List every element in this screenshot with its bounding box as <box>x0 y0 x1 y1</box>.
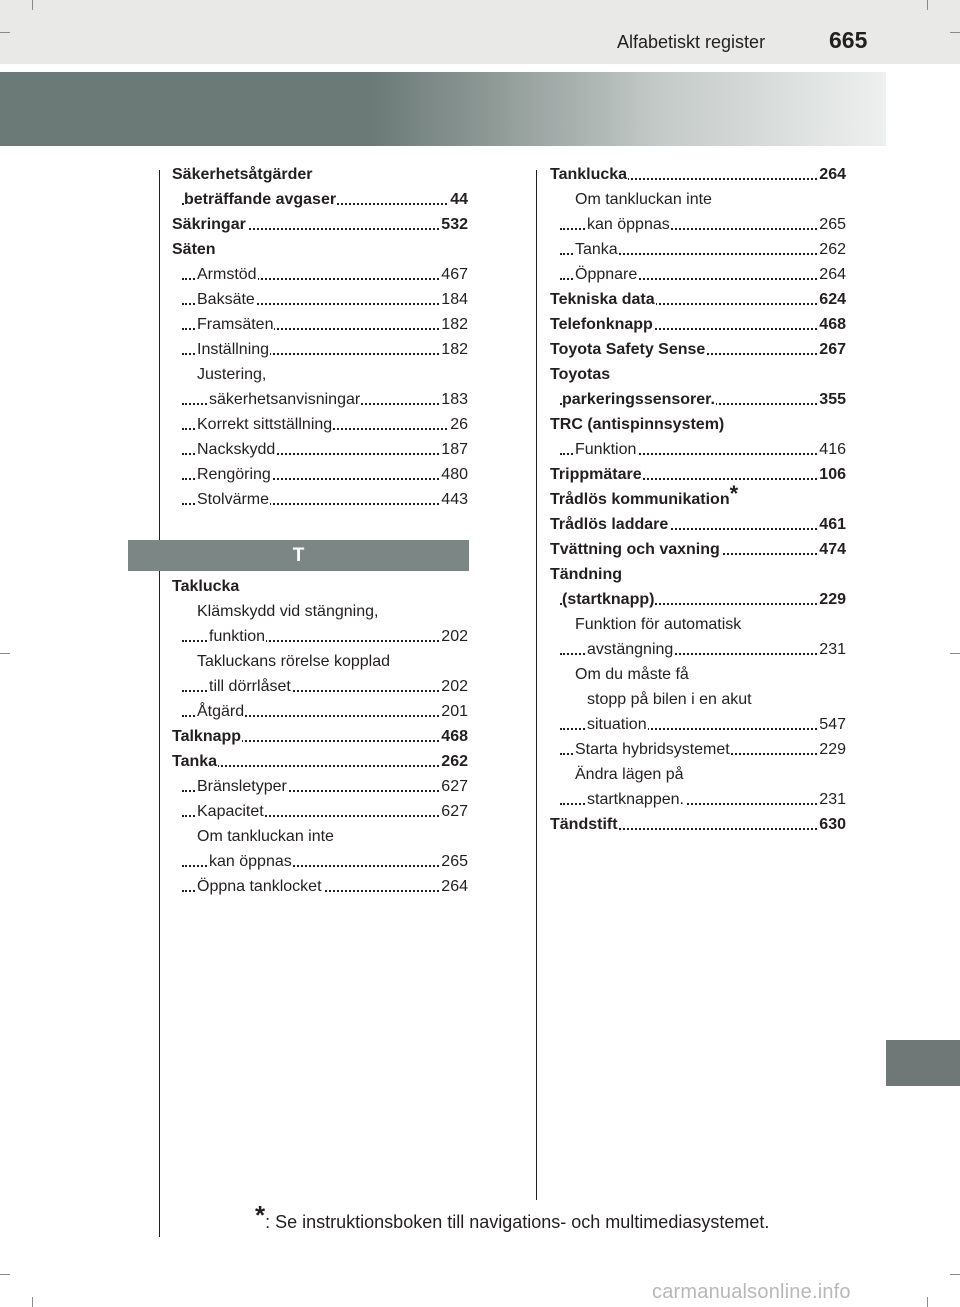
index-entry <box>550 537 846 562</box>
index-entry <box>172 312 468 337</box>
index-entry-page: 474 <box>818 537 846 562</box>
index-entry-page: 264 <box>818 162 846 187</box>
index-entry <box>172 874 468 899</box>
crop-mark <box>950 653 960 654</box>
index-entry <box>172 699 468 724</box>
index-entry <box>550 362 846 387</box>
index-entry <box>172 599 468 624</box>
index-entry-page: 229 <box>818 737 846 762</box>
crop-mark <box>950 32 960 33</box>
index-entry-label: Starta hybridsystemet <box>575 741 730 758</box>
index-entry-page: 416 <box>818 437 846 462</box>
index-entry <box>550 312 846 337</box>
index-entry <box>550 412 846 437</box>
index-entry <box>172 774 468 799</box>
index-entry <box>550 662 846 687</box>
index-entry <box>172 337 468 362</box>
index-entry <box>550 762 846 787</box>
index-entry-label: Säten <box>172 241 216 258</box>
index-entry-label: Bränsletyper <box>197 778 287 795</box>
index-entry-label: Tanka <box>172 753 218 770</box>
index-entry-label: Om tankluckan inte <box>575 191 712 208</box>
index-entry-label: Toyota Safety Sense <box>550 341 706 358</box>
index-entry <box>172 287 468 312</box>
index-entry-page: 267 <box>818 337 846 362</box>
index-entry-label: till dörrlåset <box>209 678 291 695</box>
index-entry <box>172 187 468 212</box>
index-entry <box>172 624 468 649</box>
index-column-left-top <box>172 162 468 512</box>
index-entry-label: Funktion för automatisk <box>575 616 742 633</box>
index-entry <box>172 262 468 287</box>
index-entry <box>172 724 468 749</box>
index-entry-label: Takluckans rörelse kopplad <box>197 653 390 670</box>
index-entry-label: Öppna tanklocket <box>197 878 322 895</box>
index-entry-label: avstängning <box>587 641 674 658</box>
index-entry-label: Trådlös laddare <box>550 516 669 533</box>
index-entry-page: 187 <box>440 437 468 462</box>
index-entry-label: Tanklucka <box>550 166 628 183</box>
index-entry-page: 26 <box>449 412 468 437</box>
index-entry <box>550 712 846 737</box>
index-entry-page: 183 <box>440 387 468 412</box>
index-entry <box>550 387 846 412</box>
crop-mark <box>927 1297 928 1307</box>
index-entry-page: 262 <box>818 237 846 262</box>
index-entry-label: Nackskydd <box>197 441 276 458</box>
index-entry-label: TRC (antispinnsystem) <box>550 416 725 433</box>
index-entry-page: 264 <box>440 874 468 899</box>
left-column-rule <box>159 170 160 1237</box>
header-band <box>0 0 960 64</box>
index-entry-label: Tanka <box>575 241 618 258</box>
index-entry <box>172 162 468 187</box>
index-entry-label: Tvättning och vaxning <box>550 541 720 558</box>
crop-mark <box>32 0 33 10</box>
index-entry-label: Tändning <box>550 566 622 583</box>
index-entry <box>172 437 468 462</box>
index-entry <box>172 824 468 849</box>
index-entry <box>550 462 846 487</box>
index-entry <box>172 574 468 599</box>
index-entry <box>550 562 846 587</box>
index-entry <box>172 237 468 262</box>
index-entry-label: Klämskydd vid stängning, <box>197 603 379 620</box>
index-entry-page: 202 <box>440 624 468 649</box>
index-entry-page: 532 <box>440 212 468 237</box>
index-entry-label: Baksäte <box>197 291 255 308</box>
index-entry <box>550 287 846 312</box>
footnote <box>255 1200 770 1235</box>
index-column-right <box>550 162 846 837</box>
index-entry-page: 627 <box>440 799 468 824</box>
chapter-tab-strip <box>886 1040 960 1086</box>
page-number: 665 <box>829 27 868 53</box>
index-entry-page: 443 <box>440 487 468 512</box>
index-entry-label: situation <box>587 716 647 733</box>
index-entry-page: 262 <box>440 749 468 774</box>
index-entry-label: kan öppnas <box>587 216 670 233</box>
index-entry-label: Säkringar <box>172 216 246 233</box>
index-entry-label: Talknapp <box>172 728 242 745</box>
index-entry-page: 468 <box>440 724 468 749</box>
index-entry-page: 229 <box>818 587 846 612</box>
footnote-star: * <box>255 1200 266 1230</box>
index-entry-label: Funktion <box>575 441 637 458</box>
index-entry-label: Trippmätare <box>550 466 642 483</box>
index-entry-label: Om tankluckan inte <box>197 828 334 845</box>
index-entry-page: 461 <box>818 512 846 537</box>
index-entry-label: startknappen. <box>587 791 684 808</box>
index-entry <box>550 480 846 512</box>
index-entry-page: 182 <box>440 337 468 362</box>
index-entry-page: 106 <box>818 462 846 487</box>
index-entry-label: Telefonknapp <box>550 316 653 333</box>
index-entry <box>550 637 846 662</box>
index-entry <box>172 212 468 237</box>
index-entry-page: 547 <box>818 712 846 737</box>
footnote-text: : Se instruktionsboken till navigations- och multimediasystemet. <box>265 1212 770 1232</box>
index-entry <box>172 487 468 512</box>
index-entry <box>172 749 468 774</box>
index-entry-label: Åtgärd <box>197 703 245 720</box>
index-entry <box>550 187 846 212</box>
crop-mark <box>32 1297 33 1307</box>
index-entry-label: beträffande avgaser <box>184 191 337 208</box>
index-entry-label: kan öppnas <box>209 853 292 870</box>
header-banner <box>0 72 886 146</box>
index-entry-label: Tändstift <box>550 816 618 833</box>
index-entry <box>550 512 846 537</box>
index-entry <box>550 612 846 637</box>
index-entry-page: 201 <box>440 699 468 724</box>
index-entry <box>550 687 846 712</box>
index-entry-page: 44 <box>449 187 468 212</box>
index-entry-page: 182 <box>440 312 468 337</box>
index-entry <box>172 412 468 437</box>
index-entry-page: 265 <box>818 212 846 237</box>
index-entry <box>550 437 846 462</box>
index-entry-label: Ändra lägen på <box>575 766 684 783</box>
index-entry-page: 467 <box>440 262 468 287</box>
index-entry-page: 480 <box>440 462 468 487</box>
index-entry-label: Stolvärme <box>197 491 270 508</box>
page-header-title: Alfabetiskt register <box>617 32 766 52</box>
index-entry-label: Framsäten <box>197 316 274 333</box>
crop-mark <box>0 32 10 33</box>
index-entry-label: funktion <box>209 628 266 645</box>
index-entry-label: Trådlös kommunikation <box>550 491 730 508</box>
index-entry-label: Tekniska data <box>550 291 655 308</box>
index-entry-page: 202 <box>440 674 468 699</box>
index-entry-page: 231 <box>818 787 846 812</box>
index-entry-label: Justering, <box>197 366 267 383</box>
index-entry-label: Taklucka <box>172 578 240 595</box>
index-entry-page: 630 <box>818 812 846 837</box>
index-entry <box>550 212 846 237</box>
index-entry-label: Om du måste få <box>575 666 689 683</box>
index-entry-label: Kapacitet <box>197 803 264 820</box>
index-entry <box>550 737 846 762</box>
index-entry-label: parkeringssensorer. <box>562 391 715 408</box>
index-entry <box>550 262 846 287</box>
index-entry-page: 624 <box>818 287 846 312</box>
index-entry <box>550 587 846 612</box>
index-entry-page: 231 <box>818 637 846 662</box>
index-entry-label: stopp på bilen i en akut <box>587 691 752 708</box>
crop-mark <box>950 1274 960 1275</box>
index-entry <box>550 812 846 837</box>
index-entry-page: 355 <box>818 387 846 412</box>
index-entry-label: (startknapp) <box>562 591 655 608</box>
index-entry-label: Toyotas <box>550 366 611 383</box>
index-entry-page: 184 <box>440 287 468 312</box>
crop-mark <box>927 0 928 10</box>
index-entry <box>550 237 846 262</box>
index-entry-page: 265 <box>440 849 468 874</box>
index-entry-page: 468 <box>818 312 846 337</box>
index-column-left-bottom <box>172 574 468 899</box>
index-entry-label: Öppnare <box>575 266 638 283</box>
index-entry-page: 627 <box>440 774 468 799</box>
middle-column-rule <box>536 170 537 1200</box>
index-entry <box>172 649 468 674</box>
index-entry <box>550 787 846 812</box>
watermark: carmanualsonline.info <box>652 1281 851 1303</box>
index-entry-page: 264 <box>818 262 846 287</box>
index-entry-label: Rengöring <box>197 466 271 483</box>
index-entry-label: säkerhetsanvisningar <box>209 391 361 408</box>
section-letter-bar: T <box>128 540 469 571</box>
index-entry <box>550 162 846 187</box>
index-entry-label: Säkerhetsåtgärder <box>172 166 313 183</box>
index-entry <box>172 462 468 487</box>
index-entry <box>172 799 468 824</box>
index-entry <box>172 362 468 387</box>
crop-mark <box>0 653 10 654</box>
index-entry-label: Armstöd <box>197 266 257 283</box>
index-entry <box>550 337 846 362</box>
index-entry <box>172 387 468 412</box>
index-entry-label: Korrekt sittställning <box>197 416 333 433</box>
index-entry <box>172 674 468 699</box>
crop-mark <box>0 1274 10 1275</box>
footnote-marker: * <box>729 480 739 506</box>
index-entry <box>172 849 468 874</box>
index-entry-label: Inställning <box>197 341 270 358</box>
